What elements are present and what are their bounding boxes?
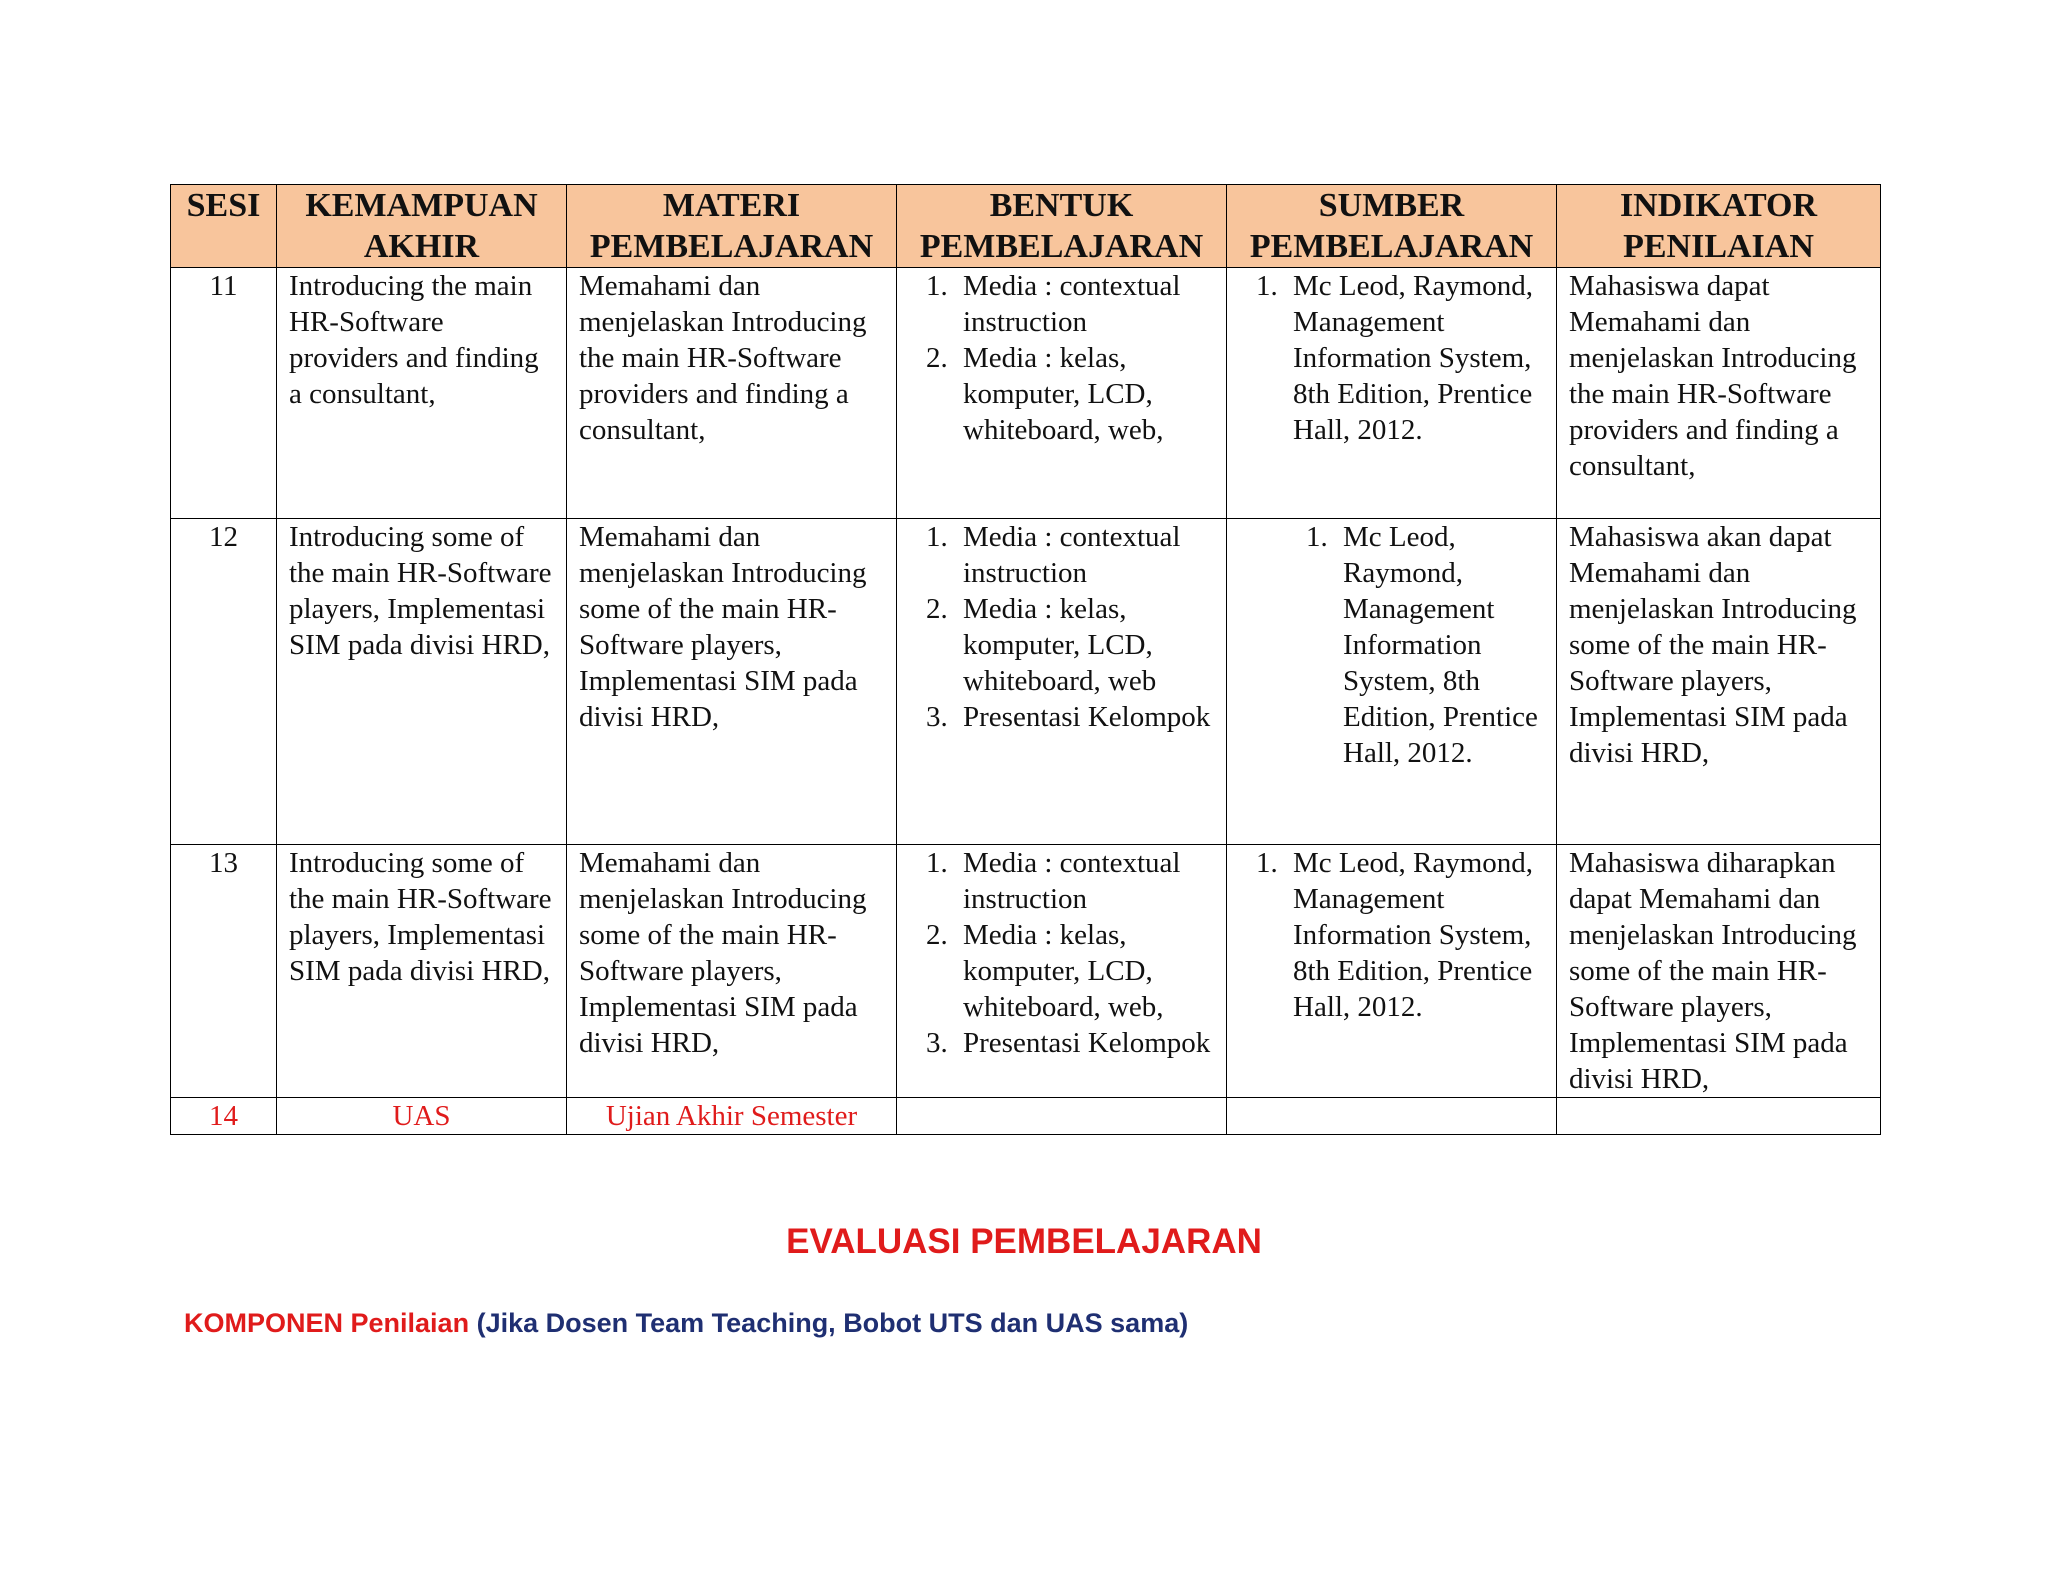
komponen-penilaian bbox=[184, 1308, 1188, 1339]
table-row bbox=[171, 1098, 1881, 1135]
table-row bbox=[171, 519, 1881, 845]
cell-sesi: 11 bbox=[171, 268, 277, 519]
cell-sumber bbox=[1227, 268, 1557, 519]
header-materi-pembelajaran: MATERI PEMBELAJARAN bbox=[567, 185, 897, 268]
bentuk-list bbox=[909, 845, 1214, 1061]
cell-sumber bbox=[1227, 845, 1557, 1098]
komponen-note: (Jika Dosen Team Teaching, Bobot UTS dan UAS sama) bbox=[476, 1308, 1189, 1338]
cell-kemampuan: Introducing the main HR-Software providers and finding a consultant, bbox=[277, 268, 567, 519]
cell-indikator: Mahasiswa akan dapat Memahami dan menjelaskan Introducing some of the main HR-Software players, Implementasi SIM pada divisi HRD, bbox=[1557, 519, 1881, 845]
cell-indikator: Mahasiswa diharapkan dapat Memahami dan menjelaskan Introducing some of the main HR-Software players, Implementasi SIM pada divisi HRD, bbox=[1557, 845, 1881, 1098]
header-bentuk-pembelajaran: BENTUK PEMBELAJARAN bbox=[897, 185, 1227, 268]
list-item: 1. Mc Leod, Raymond, Management Information System, 8th Edition, Prentice Hall, 2012. bbox=[1335, 519, 1544, 771]
cell-sesi: 12 bbox=[171, 519, 277, 845]
table-row bbox=[171, 845, 1881, 1098]
cell-kemampuan: Introducing some of the main HR-Software players, Implementasi SIM pada divisi HRD, bbox=[277, 845, 567, 1098]
sumber-list bbox=[1239, 845, 1544, 1025]
cell-kemampuan: Introducing some of the main HR-Software players, Implementasi SIM pada divisi HRD, bbox=[277, 519, 567, 845]
cell-sumber bbox=[1227, 1098, 1557, 1135]
list-item: 3. Presentasi Kelompok bbox=[955, 699, 1214, 735]
list-item: 1. Media : contextual instruction bbox=[955, 845, 1214, 917]
list-item: 1. Media : contextual instruction bbox=[955, 268, 1214, 340]
list-item: 2. Media : kelas, komputer, LCD, whiteboard, web, bbox=[955, 340, 1214, 448]
list-item: 1. Mc Leod, Raymond, Management Information System, 8th Edition, Prentice Hall, 2012. bbox=[1285, 268, 1544, 448]
cell-bentuk bbox=[897, 845, 1227, 1098]
komponen-label: KOMPONEN Penilaian bbox=[184, 1308, 470, 1338]
list-item: 2. Media : kelas, komputer, LCD, whiteboard, web, bbox=[955, 917, 1214, 1025]
header-sesi: SESI bbox=[171, 185, 277, 268]
header-kemampuan-akhir: KEMAMPUAN AKHIR bbox=[277, 185, 567, 268]
cell-bentuk bbox=[897, 1098, 1227, 1135]
list-item: 1. Mc Leod, Raymond, Management Information System, 8th Edition, Prentice Hall, 2012. bbox=[1285, 845, 1544, 1025]
sumber-list bbox=[1239, 519, 1544, 771]
cell-indikator: Mahasiswa dapat Memahami dan menjelaskan Introducing the main HR-Software providers and finding a consultant, bbox=[1557, 268, 1881, 519]
section-title: EVALUASI PEMBELAJARAN bbox=[786, 1222, 1262, 1261]
header-sumber-pembelajaran: SUMBER PEMBELAJARAN bbox=[1227, 185, 1557, 268]
cell-sumber bbox=[1227, 519, 1557, 845]
rps-table bbox=[170, 184, 1881, 1135]
header-indikator-penilaian: INDIKATOR PENILAIAN bbox=[1557, 185, 1881, 268]
cell-materi: Ujian Akhir Semester bbox=[567, 1098, 897, 1135]
cell-materi: Memahami dan menjelaskan Introducing some of the main HR-Software players, Implementasi SIM pada divisi HRD, bbox=[567, 845, 897, 1098]
table-row bbox=[171, 268, 1881, 519]
cell-bentuk bbox=[897, 519, 1227, 845]
bentuk-list bbox=[909, 519, 1214, 735]
table-header-row bbox=[171, 185, 1881, 268]
cell-sesi: 13 bbox=[171, 845, 277, 1098]
bentuk-list bbox=[909, 268, 1214, 448]
list-item: 1. Media : contextual instruction bbox=[955, 519, 1214, 591]
cell-materi: Memahami dan menjelaskan Introducing the main HR-Software providers and finding a consultant, bbox=[567, 268, 897, 519]
list-item: 3. Presentasi Kelompok bbox=[955, 1025, 1214, 1061]
cell-indikator bbox=[1557, 1098, 1881, 1135]
list-item: 2. Media : kelas, komputer, LCD, whiteboard, web bbox=[955, 591, 1214, 699]
cell-sesi: 14 bbox=[171, 1098, 277, 1135]
sumber-list bbox=[1239, 268, 1544, 448]
cell-kemampuan: UAS bbox=[277, 1098, 567, 1135]
cell-bentuk bbox=[897, 268, 1227, 519]
cell-materi: Memahami dan menjelaskan Introducing some of the main HR-Software players, Implementasi SIM pada divisi HRD, bbox=[567, 519, 897, 845]
